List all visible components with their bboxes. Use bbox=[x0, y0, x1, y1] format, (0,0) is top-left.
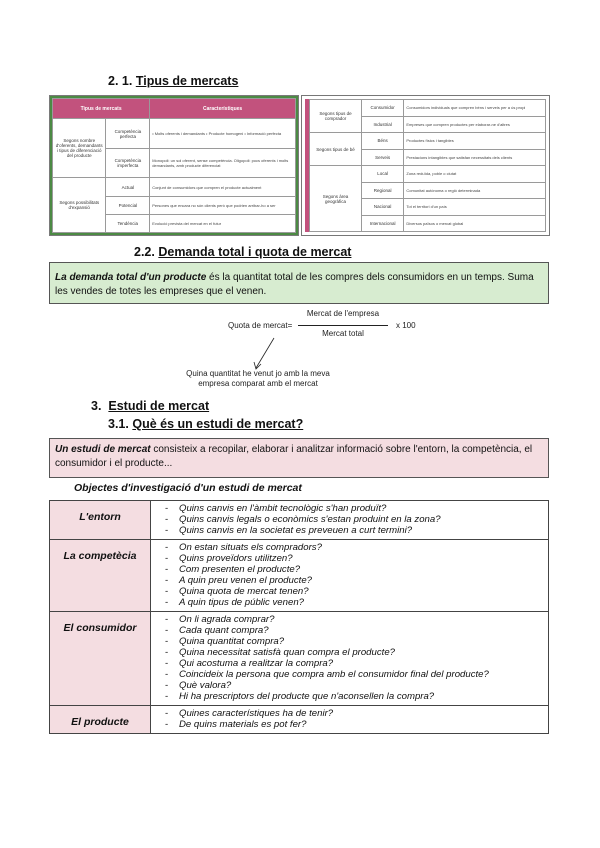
scan-desc-cell: Prestacions intangibles que satisfan necessitats dels clients bbox=[404, 149, 546, 166]
market-study-definition-box bbox=[49, 438, 549, 478]
question-item: - Què valora? bbox=[165, 680, 232, 691]
bullet-dash: - bbox=[165, 680, 169, 691]
demand-term: La demanda total d'un producte bbox=[55, 272, 207, 283]
fraction-bar bbox=[298, 325, 388, 326]
question-item: - Qui acostuma a realitzar la compra? bbox=[165, 658, 334, 669]
question-item: - Quins canvis legals o econòmics s'estan produint en la zona? bbox=[165, 514, 441, 525]
scan-group-label: Segons tipus de comprador bbox=[310, 100, 362, 133]
bullet-dash: - bbox=[165, 514, 169, 525]
scan-row bbox=[53, 178, 296, 196]
research-row bbox=[50, 540, 549, 612]
market-study-term: Un estudi de mercat bbox=[55, 444, 151, 455]
question-item: - Cada quant compra? bbox=[165, 625, 269, 636]
question-item: - Coincideix la persona que compra amb el consumidor final del producte? bbox=[165, 669, 489, 680]
scan-table bbox=[309, 99, 546, 232]
scan-desc-cell: Conjunt de consumidors que compren el producte actualment bbox=[150, 178, 296, 196]
research-category: El consumidor bbox=[50, 612, 151, 706]
question-item: - On estan situats els compradors? bbox=[165, 542, 322, 553]
research-row bbox=[50, 612, 549, 706]
bullet-dash: - bbox=[165, 553, 169, 564]
scan-type-cell: Béns bbox=[361, 133, 403, 150]
scan-type-cell: Tendència bbox=[106, 214, 150, 232]
bullet-dash: - bbox=[165, 575, 169, 586]
scan-type-cell: Potencial bbox=[106, 196, 150, 214]
scan-header-cell: Tipus de mercats bbox=[53, 99, 150, 119]
scan-type-cell: Actual bbox=[106, 178, 150, 196]
scan-desc-cell: • Molts oferents i demandants • Producte homogeni • Informació perfecta bbox=[150, 119, 296, 149]
bullet-dash: - bbox=[165, 719, 169, 730]
research-objects-table bbox=[49, 500, 549, 734]
scan-table bbox=[52, 98, 296, 233]
scan-row bbox=[53, 119, 296, 149]
section-title: Demanda total i quota de mercat bbox=[158, 245, 352, 259]
market-study-definition: consisteix a recopilar, elaborar i analitzar informació sobre l'entorn, la competència, el consumidor i el producte... bbox=[55, 444, 533, 469]
scan-type-cell: Consumidor bbox=[361, 100, 403, 117]
annotation-line-2: empresa comparat amb el mercat bbox=[198, 379, 318, 388]
bullet-dash: - bbox=[165, 647, 169, 658]
market-types-table-right bbox=[301, 95, 550, 236]
scan-desc-cell: Zona reduïda, poble o ciutat bbox=[404, 166, 546, 183]
bullet-dash: - bbox=[165, 542, 169, 553]
scan-desc-cell: Diversos països o mercat global bbox=[404, 215, 546, 232]
bullet-dash: - bbox=[165, 564, 169, 575]
section-number: 3.1. bbox=[108, 417, 129, 431]
scan-type-cell: Industrial bbox=[361, 116, 403, 133]
section-number: 3. bbox=[91, 399, 102, 413]
bullet-dash: - bbox=[165, 597, 169, 608]
scan-group-label: Segons nombre d'oferents, demandants i tipus de diferenciació del producte bbox=[53, 119, 106, 178]
scan-desc-cell: Comunitat autònoma o regió determinada bbox=[404, 182, 546, 199]
formula-denominator: Mercat total bbox=[322, 329, 364, 338]
market-types-table-left bbox=[49, 95, 299, 236]
bullet-dash: - bbox=[165, 614, 169, 625]
bullet-dash: - bbox=[165, 636, 169, 647]
research-questions bbox=[151, 540, 549, 612]
scan-group-label: Segons possibilitats d'expansió bbox=[53, 178, 106, 233]
question-item: - Quins canvis en l'àmbit tecnològic s'han produït? bbox=[165, 503, 387, 514]
scan-desc-cell: Evolució prevista del mercat en el futur bbox=[150, 214, 296, 232]
scan-desc-cell: Monopoli: un sol oferent, sense competència. Oligopoli: pocs oferents i molts demandants, amb producte diferenciat bbox=[150, 148, 296, 178]
scan-type-cell: Regional bbox=[361, 182, 403, 199]
scan-type-cell: Competència perfecta bbox=[106, 119, 150, 149]
section-number: 2.2. bbox=[134, 245, 155, 259]
question-item: - Quina quota de mercat tenen? bbox=[165, 586, 309, 597]
bullet-dash: - bbox=[165, 503, 169, 514]
scan-group-label: Segons àrea geogràfica bbox=[310, 166, 362, 232]
scan-header-cell: Característiques bbox=[150, 99, 296, 119]
question-item: - Com presenten el producte? bbox=[165, 564, 301, 575]
research-questions bbox=[151, 501, 549, 540]
question-item: - Quins proveïdors utilitzen? bbox=[165, 553, 293, 564]
section-3-heading bbox=[91, 399, 209, 413]
bullet-dash: - bbox=[165, 625, 169, 636]
scan-type-cell: Local bbox=[361, 166, 403, 183]
section-title: Estudi de mercat bbox=[108, 399, 210, 413]
research-category: L'entorn bbox=[50, 501, 151, 540]
question-item: - De quins materials es pot fer? bbox=[165, 719, 307, 730]
scan-type-cell: Nacional bbox=[361, 199, 403, 216]
scan-header-row bbox=[53, 99, 296, 119]
research-row bbox=[50, 706, 549, 734]
question-item: - On li agrada comprar? bbox=[165, 614, 275, 625]
research-questions bbox=[151, 706, 549, 734]
scan-row bbox=[310, 133, 546, 150]
question-item: - A quin tipus de públic venen? bbox=[165, 597, 304, 608]
bullet-dash: - bbox=[165, 669, 169, 680]
question-item: - Quins canvis en la societat es preveuen a curt termini? bbox=[165, 525, 413, 536]
section-title: Què és un estudi de mercat? bbox=[132, 417, 304, 431]
section-number: 2. 1. bbox=[108, 74, 133, 88]
bullet-dash: - bbox=[165, 691, 169, 702]
scan-desc-cell: Empreses que compren productes per elaborar-ne d'altres bbox=[404, 116, 546, 133]
demand-definition-box bbox=[49, 262, 549, 304]
bullet-dash: - bbox=[165, 586, 169, 597]
bullet-dash: - bbox=[165, 708, 169, 719]
formula-annotation bbox=[178, 369, 338, 389]
research-category: El producte bbox=[50, 706, 151, 734]
scan-desc-cell: Tot el territori d'un país bbox=[404, 199, 546, 216]
question-item: - Quines característiques ha de tenir? bbox=[165, 708, 334, 719]
formula-numerator: Mercat de l'empresa bbox=[306, 309, 380, 318]
research-category: La competècia bbox=[50, 540, 151, 612]
scan-type-cell: Internacional bbox=[361, 215, 403, 232]
research-row bbox=[50, 501, 549, 540]
scan-desc-cell: Persones que encara no són clients però que podrien arribar-ho a ser bbox=[150, 196, 296, 214]
question-item: - Hi ha prescriptors del producte que n'aconsellen la compra? bbox=[165, 691, 435, 702]
scan-group-label: Segons tipus de bé bbox=[310, 133, 362, 166]
section-title: Tipus de mercats bbox=[135, 74, 239, 88]
question-item: - Quina necessitat satisfà quan compra el producte? bbox=[165, 647, 395, 658]
annotation-arrow bbox=[250, 336, 280, 372]
question-item: - Quina quantitat compra? bbox=[165, 636, 285, 647]
scan-type-cell: Competència imperfecta bbox=[106, 148, 150, 178]
section-3-1-heading bbox=[108, 417, 303, 431]
demand-definition: és la quantitat total de les compres dels consumidors en un temps. Suma les vendes de totes les empreses que el venen. bbox=[55, 272, 534, 297]
research-questions bbox=[151, 612, 549, 706]
market-share-formula-lhs: Quota de mercat= bbox=[228, 321, 293, 330]
research-objects-title: Objectes d'investigació d'un estudi de mercat bbox=[74, 482, 302, 494]
question-item: - A quin preu venen el producte? bbox=[165, 575, 312, 586]
scan-desc-cell: Consumidors individuals que compren béns i serveis per a ús propi bbox=[404, 100, 546, 117]
section-2-2-heading bbox=[134, 245, 351, 259]
scan-type-cell: Serveis bbox=[361, 149, 403, 166]
bullet-dash: - bbox=[165, 658, 169, 669]
scan-desc-cell: Productes físics i tangibles bbox=[404, 133, 546, 150]
scan-row bbox=[310, 166, 546, 183]
scan-row bbox=[310, 100, 546, 117]
annotation-line-1: Quina quantitat he venut jo amb la meva bbox=[186, 369, 330, 378]
formula-multiplier: x 100 bbox=[396, 321, 416, 330]
section-2-1-heading bbox=[108, 74, 238, 88]
bullet-dash: - bbox=[165, 525, 169, 536]
